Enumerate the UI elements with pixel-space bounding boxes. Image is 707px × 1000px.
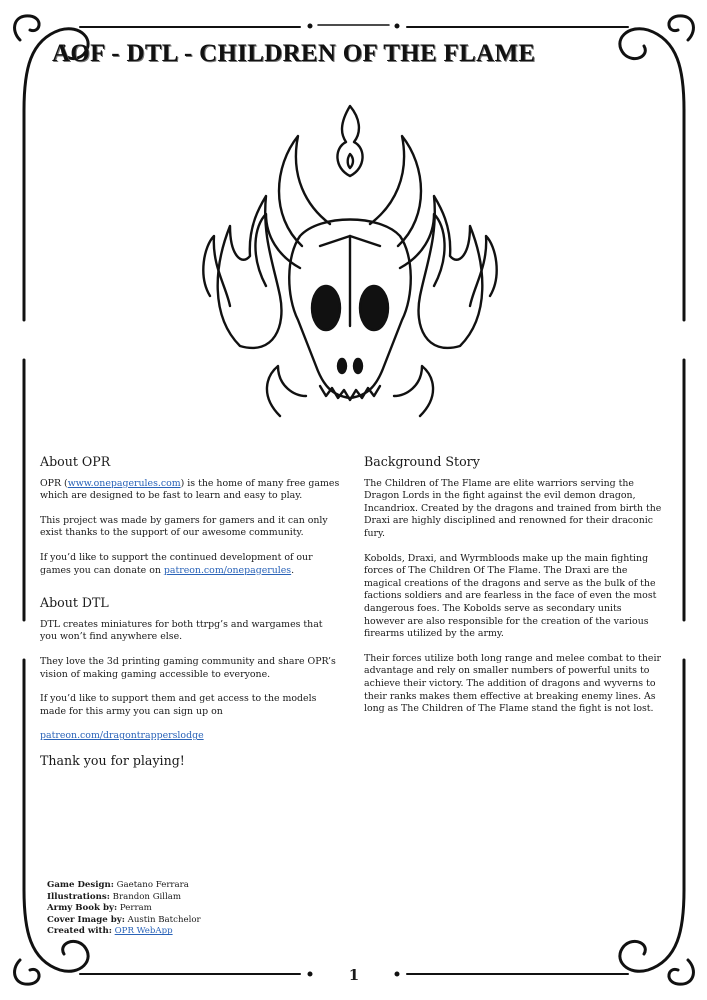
horned-dragon-skull-flames-icon bbox=[170, 96, 530, 436]
onepagerules-website-link[interactable]: www.onepagerules.com bbox=[67, 477, 181, 489]
credit-line bbox=[47, 903, 201, 915]
dtl-patreon-paragraph bbox=[40, 730, 340, 743]
background-paragraph-1: The Children of The Flame are elite warriors serving the Dragon Lords in the fight against the evil demon dragon, Incandriox. Created by the dragons and trained from birth the Draxi are highly disciplined and renowned for their draconic fury. bbox=[364, 477, 662, 539]
about-opr-paragraph-3 bbox=[40, 552, 340, 577]
credit-value: Austin Batchelor bbox=[127, 914, 201, 925]
credit-label: Army Book by: bbox=[47, 903, 118, 914]
about-opr-paragraph-1 bbox=[40, 478, 340, 503]
text-span: . bbox=[291, 564, 295, 576]
about-dtl-paragraph-2: They love the 3d printing gaming community and share OPR’s vision of making gaming accessible to everyone. bbox=[40, 655, 336, 680]
opr-webapp-link[interactable]: OPR WebApp bbox=[114, 926, 173, 937]
background-paragraph-2: Kobolds, Draxi, and Wyrmbloods make up the main fighting forces of The Children Of The Flame. The Draxi are the magical creations of the dragons and serve as the bulk of the factions soldiers and are fearless in the face of even the most dangerous foes. The Kobolds serve as secondary units however are also responsible for the creation of the various firearms utilized by the army. bbox=[364, 552, 657, 640]
credit-label: Illustrations: bbox=[47, 891, 110, 902]
credit-line bbox=[47, 915, 201, 927]
credit-value: Brandon Gillam bbox=[112, 891, 182, 902]
text-span: OPR ( bbox=[40, 477, 68, 489]
right-column bbox=[364, 456, 664, 728]
page-title: AOF - DTL - CHILDREN OF THE FLAME bbox=[52, 40, 536, 67]
text-span: ) is the home of many free games which are designed to be fast to learn and easy to play. bbox=[40, 477, 340, 502]
credits-block bbox=[47, 880, 201, 938]
about-dtl-paragraph-3: If you’d like to support them and get access to the models made for this army you can sign up on bbox=[40, 693, 317, 717]
credit-line bbox=[47, 892, 201, 904]
credit-value: Perram bbox=[119, 903, 152, 914]
credit-value: Gaetano Ferrara bbox=[116, 880, 189, 890]
credit-label: Cover Image by: bbox=[47, 914, 125, 925]
dtl-patreon-link[interactable]: patreon.com/dragontrapperslodge bbox=[40, 730, 204, 742]
credit-label: Game Design: bbox=[47, 880, 114, 890]
page-number: 1 bbox=[348, 966, 360, 984]
text-span: If you’d like to support the continued development of our games you can donate on bbox=[40, 551, 313, 576]
about-opr-paragraph-2: This project was made by gamers for gamers and it can only exist thanks to the support of our awesome community. bbox=[40, 514, 328, 539]
thanks-message: Thank you for playing! bbox=[40, 752, 185, 768]
about-opr-heading: About OPR bbox=[40, 454, 111, 469]
background-story-heading: Background Story bbox=[364, 454, 480, 469]
left-column bbox=[40, 456, 340, 780]
opr-patreon-link[interactable]: patreon.com/onepagerules bbox=[163, 564, 292, 576]
about-dtl-paragraph-1: DTL creates miniatures for both ttrpg’s and wargames that you won’t find anywhere else. bbox=[40, 618, 323, 643]
background-paragraph-3: Their forces utilize both long range and melee combat to their advantage and rely on smaller numbers of powerful units to achieve their victory. The addition of dragons and wyverns to their ranks makes them effective at breaking enemy lines. As long as The Children of The Flame stand the fight is not lost. bbox=[364, 652, 661, 715]
credit-label: Created with: bbox=[47, 926, 112, 937]
credit-line bbox=[47, 880, 201, 892]
about-dtl-heading: About DTL bbox=[40, 595, 109, 611]
credit-line bbox=[47, 926, 201, 938]
